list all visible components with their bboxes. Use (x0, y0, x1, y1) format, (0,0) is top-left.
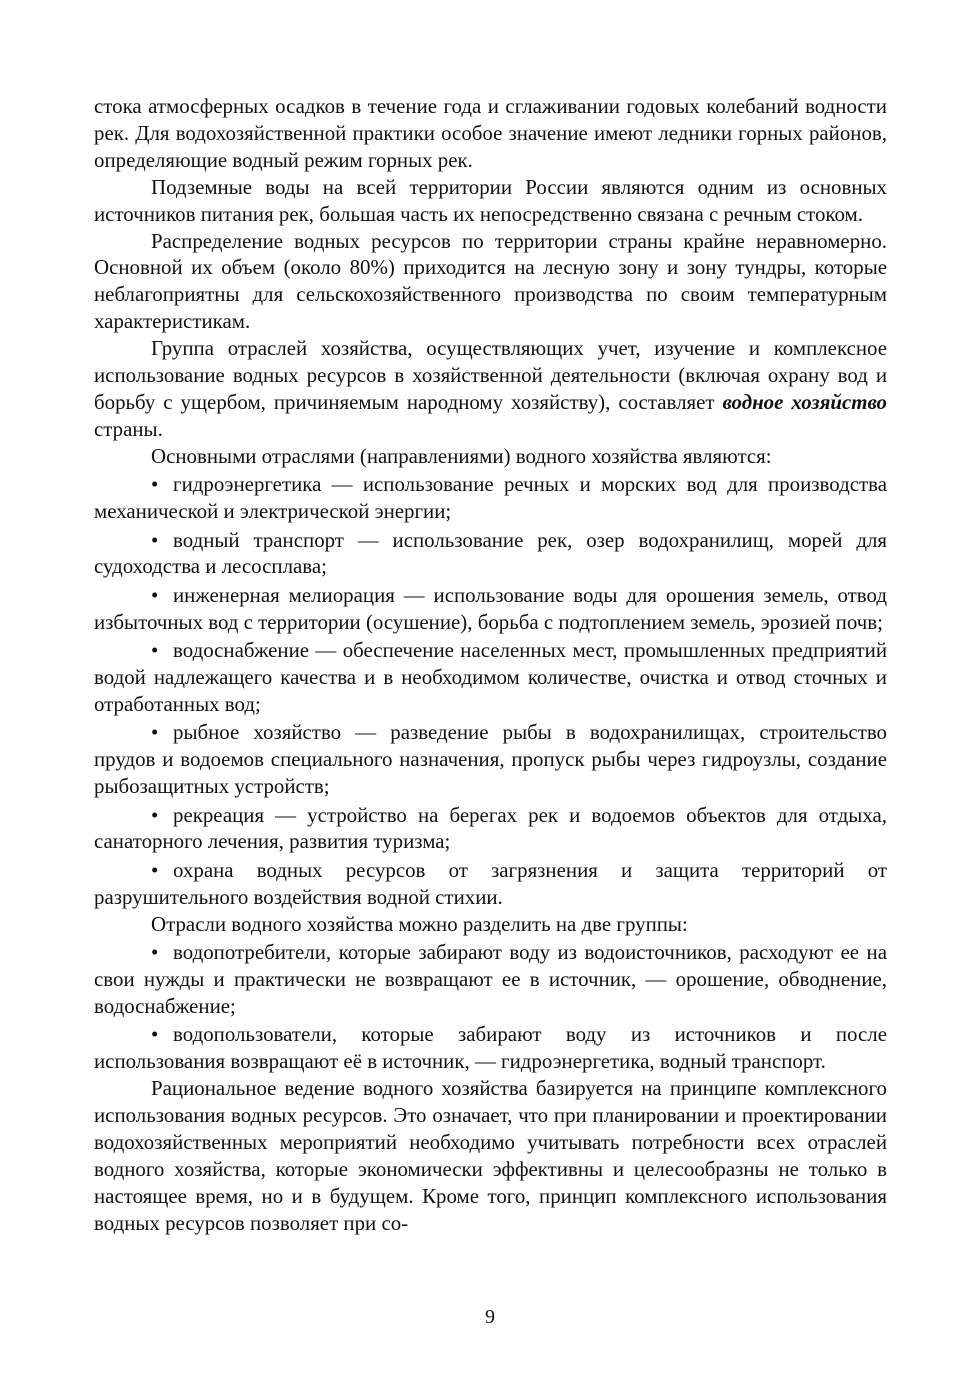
bullet-icon: • (151, 638, 159, 663)
list-item (94, 939, 887, 1020)
paragraph-distribution: Распределение водных ресурсов по территории страны крайне неравномерно. Основной их объем (около 80%) приходится на лесную зону и зону тундры, которые неблагоприятны для сельскохозяйственного производства по своим температурным характеристикам. (94, 228, 887, 334)
list-item-text: водопользователи, которые забирают воду из источников и после использования возвращают её в источник, — гидроэнергетика, водный транспорт. (94, 1022, 887, 1074)
paragraph-rational-management: Рациональное ведение водного хозяйства базируется на принципе комплексного использования водных ресурсов. Это означает, что при планировании и проектировании водохозяйственных мероприятий необходимо учитывать потребности всех отраслей водного хозяйства, которые экономически эффективны и целесообразны не только в настоящее время, но и в будущем. Кроме того, принцип комплексного использования водных ресурсов позволяет при со- (94, 1076, 887, 1235)
list-item-text: рыбное хозяйство — разведение рыбы в водохранилищах, строительство прудов и водоемов специального назначения, пропуск рыбы через гидроузлы, создание рыбозащитных устройств; (94, 720, 887, 799)
list-item (94, 802, 887, 856)
bullet-icon: • (151, 527, 159, 552)
bullet-icon: • (151, 582, 159, 607)
list-item (94, 527, 887, 581)
list-item-text: инженерная мелиорация — использование воды для орошения земель, отвод избыточных вод с территории (осушение), борьба с подтоплением земель, эрозией почв; (94, 582, 887, 634)
paragraph-branches-intro: Основными отраслями (направлениями) водного хозяйства являются: (151, 443, 772, 468)
list-item-text: охрана водных ресурсов от загрязнения и защита территорий от разрушительного воздействия водной стихии. (94, 857, 887, 909)
bullet-icon: • (151, 720, 159, 745)
list-item (94, 857, 887, 911)
branches-list (94, 471, 887, 911)
list-item (94, 471, 887, 525)
term-water-economy: водное хозяйство (722, 389, 887, 414)
groups-list (94, 939, 887, 1075)
paragraph-definition (94, 335, 887, 443)
list-item-text: рекреация — устройство на берегах рек и водоемов объектов для отдыха, санаторного лечения, развития туризма; (94, 802, 887, 854)
list-item (94, 719, 887, 800)
definition-text-after: страны. (94, 416, 163, 441)
bullet-icon: • (151, 1022, 159, 1047)
list-item-text: водопотребители, которые забирают воду из водоисточников, расходуют ее на свои нужды и практически не возвращают ее в источник, — орошение, обводнение, водоснабжение; (94, 940, 887, 1018)
bullet-icon: • (151, 940, 159, 965)
paragraph-groups-intro: Отрасли водного хозяйства можно разделить на две группы: (151, 911, 688, 936)
list-item-text: водный транспорт — использование рек, озер водохранилищ, морей для судоходства и лесосплава; (94, 527, 887, 579)
bullet-icon: • (151, 472, 159, 497)
page-body (94, 93, 887, 1237)
paragraph-continuation: стока атмосферных осадков в течение года и сглаживании годовых колебаний водности рек. Для водохозяйственной практики особое значение имеют ледники горных районов, определяющие водный режим горных рек. (94, 94, 887, 172)
page-number: 9 (485, 1306, 495, 1328)
bullet-icon: • (151, 857, 159, 882)
list-item (94, 582, 887, 636)
list-item-text: гидроэнергетика — использование речных и морских вод для производства механической и электрической энергии; (94, 472, 887, 524)
definition-text-before: Группа отраслей хозяйства, осуществляющих учет, изучение и комплексное использование водных ресурсов в хозяйственной деятельности (включая охрану вод и борьбу с ущербом, причиняемым народному хозяйству), составляет (94, 336, 887, 414)
list-item-text: водоснабжение — обеспечение населенных мест, промышленных предприятий водой надлежащего качества и в необходимом количестве, очистка и отвод сточных и отработанных вод; (94, 638, 887, 716)
paragraph-groundwater: Подземные воды на всей территории России являются одним из основных источников питания рек, большая часть их непосредственно связана с речным стоком. (94, 174, 887, 226)
list-item (94, 637, 887, 718)
bullet-icon: • (151, 802, 159, 827)
list-item (94, 1021, 887, 1075)
